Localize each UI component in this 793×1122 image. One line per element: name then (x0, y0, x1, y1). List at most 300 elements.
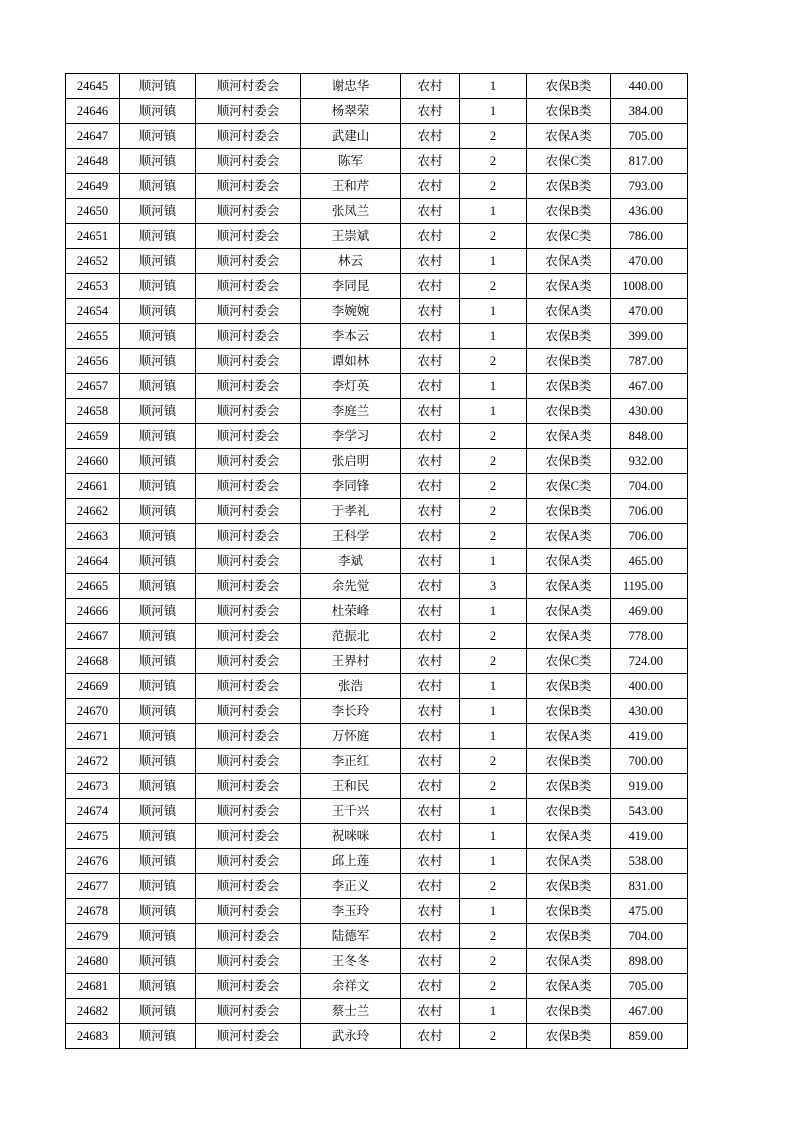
table-cell: 2 (460, 449, 527, 474)
table-cell: 顺河村委会 (196, 499, 301, 524)
table-row (66, 974, 688, 999)
table-cell: 顺河村委会 (196, 274, 301, 299)
table-cell: 919.00 (611, 774, 688, 799)
table-cell: 顺河村委会 (196, 574, 301, 599)
table-cell: 武永玲 (301, 1024, 401, 1049)
table-cell: 24674 (66, 799, 120, 824)
table-cell: 2 (460, 124, 527, 149)
table-row (66, 824, 688, 849)
table-row (66, 749, 688, 774)
table-cell: 1 (460, 799, 527, 824)
table-cell: 李长玲 (301, 699, 401, 724)
table-cell: 顺河村委会 (196, 474, 301, 499)
table-cell: 24667 (66, 624, 120, 649)
table-cell: 顺河镇 (120, 549, 196, 574)
table-cell: 470.00 (611, 299, 688, 324)
table-cell: 顺河镇 (120, 574, 196, 599)
table-cell: 农村 (401, 349, 460, 374)
table-cell: 顺河村委会 (196, 624, 301, 649)
table-cell: 顺河镇 (120, 674, 196, 699)
table-cell: 24658 (66, 399, 120, 424)
table-cell: 24647 (66, 124, 120, 149)
table-cell: 24682 (66, 999, 120, 1024)
table-cell: 2 (460, 149, 527, 174)
table-cell: 农保A类 (527, 274, 611, 299)
table-cell: 419.00 (611, 824, 688, 849)
table-cell: 农保C类 (527, 149, 611, 174)
table-cell: 农村 (401, 424, 460, 449)
table-cell: 顺河镇 (120, 899, 196, 924)
table-cell: 24662 (66, 499, 120, 524)
table-cell: 顺河村委会 (196, 649, 301, 674)
table-cell: 顺河镇 (120, 349, 196, 374)
table-cell: 张凤兰 (301, 199, 401, 224)
table-cell: 顺河村委会 (196, 724, 301, 749)
table-cell: 顺河镇 (120, 449, 196, 474)
table-cell: 顺河村委会 (196, 374, 301, 399)
table-cell: 李玉玲 (301, 899, 401, 924)
table-cell: 李本云 (301, 324, 401, 349)
table-row (66, 349, 688, 374)
table-cell: 农村 (401, 949, 460, 974)
table-cell: 2 (460, 424, 527, 449)
table-row (66, 524, 688, 549)
table-cell: 顺河镇 (120, 274, 196, 299)
table-cell: 848.00 (611, 424, 688, 449)
table-cell: 419.00 (611, 724, 688, 749)
table-cell: 农保B类 (527, 449, 611, 474)
table-cell: 王千兴 (301, 799, 401, 824)
table-cell: 农村 (401, 399, 460, 424)
table-cell: 顺河镇 (120, 599, 196, 624)
table-cell: 农保C类 (527, 649, 611, 674)
table-cell: 农村 (401, 324, 460, 349)
table-cell: 1 (460, 549, 527, 574)
table-cell: 农保A类 (527, 424, 611, 449)
table-cell: 顺河村委会 (196, 999, 301, 1024)
table-cell: 于孝礼 (301, 499, 401, 524)
table-cell: 24661 (66, 474, 120, 499)
table-row (66, 1024, 688, 1049)
table-cell: 2 (460, 524, 527, 549)
table-cell: 顺河镇 (120, 199, 196, 224)
table-cell: 1 (460, 249, 527, 274)
table-cell: 顺河村委会 (196, 824, 301, 849)
table-cell: 顺河村委会 (196, 699, 301, 724)
table-cell: 祝咪咪 (301, 824, 401, 849)
table-row (66, 874, 688, 899)
table-cell: 顺河镇 (120, 399, 196, 424)
table-cell: 700.00 (611, 749, 688, 774)
table-cell: 王和芹 (301, 174, 401, 199)
table-cell: 农村 (401, 924, 460, 949)
table-row (66, 324, 688, 349)
table-cell: 465.00 (611, 549, 688, 574)
table-cell: 1 (460, 599, 527, 624)
table-cell: 顺河镇 (120, 724, 196, 749)
table-cell: 农保A类 (527, 549, 611, 574)
table-row (66, 449, 688, 474)
table-cell: 24676 (66, 849, 120, 874)
table-cell: 384.00 (611, 99, 688, 124)
table-cell: 24683 (66, 1024, 120, 1049)
table-cell: 3 (460, 574, 527, 599)
table-cell: 农保B类 (527, 874, 611, 899)
table-cell: 农村 (401, 674, 460, 699)
table-cell: 农村 (401, 474, 460, 499)
table-cell: 余先觉 (301, 574, 401, 599)
table-cell: 农保B类 (527, 699, 611, 724)
table-cell: 932.00 (611, 449, 688, 474)
table-cell: 农保B类 (527, 499, 611, 524)
table-cell: 农保A类 (527, 574, 611, 599)
table-cell: 顺河镇 (120, 699, 196, 724)
table-row (66, 374, 688, 399)
table-cell: 24677 (66, 874, 120, 899)
table-row (66, 99, 688, 124)
table-cell: 顺河镇 (120, 624, 196, 649)
table-cell: 817.00 (611, 149, 688, 174)
table-cell: 24668 (66, 649, 120, 674)
table-cell: 顺河村委会 (196, 974, 301, 999)
table-cell: 李灯英 (301, 374, 401, 399)
table-cell: 农村 (401, 999, 460, 1024)
table-cell: 1 (460, 99, 527, 124)
table-cell: 24671 (66, 724, 120, 749)
table-cell: 24679 (66, 924, 120, 949)
table-cell: 农村 (401, 199, 460, 224)
table-cell: 顺河村委会 (196, 874, 301, 899)
table-cell: 顺河镇 (120, 524, 196, 549)
table-cell: 农村 (401, 724, 460, 749)
table-cell: 2 (460, 174, 527, 199)
table-cell: 农保A类 (527, 624, 611, 649)
table-cell: 农村 (401, 549, 460, 574)
table-row (66, 74, 688, 99)
table-cell: 475.00 (611, 899, 688, 924)
table-row (66, 674, 688, 699)
table-cell: 1195.00 (611, 574, 688, 599)
table-cell: 467.00 (611, 374, 688, 399)
table-cell: 793.00 (611, 174, 688, 199)
table-cell: 蔡士兰 (301, 999, 401, 1024)
table-cell: 24669 (66, 674, 120, 699)
table-cell: 农保B类 (527, 399, 611, 424)
table-cell: 2 (460, 949, 527, 974)
table-cell: 农村 (401, 1024, 460, 1049)
table-cell: 顺河村委会 (196, 524, 301, 549)
table-row (66, 924, 688, 949)
table-row (66, 574, 688, 599)
table-cell: 顺河村委会 (196, 324, 301, 349)
table-cell: 顺河村委会 (196, 399, 301, 424)
table-cell: 1 (460, 399, 527, 424)
table-cell: 顺河镇 (120, 999, 196, 1024)
table-cell: 农村 (401, 224, 460, 249)
table-cell: 1 (460, 899, 527, 924)
table-cell: 农保B类 (527, 674, 611, 699)
table-cell: 谢忠华 (301, 74, 401, 99)
table-cell: 王界村 (301, 649, 401, 674)
table-cell: 顺河村委会 (196, 299, 301, 324)
table-cell: 顺河村委会 (196, 674, 301, 699)
table-cell: 2 (460, 924, 527, 949)
table-cell: 1 (460, 824, 527, 849)
table-cell: 农村 (401, 624, 460, 649)
table-cell: 顺河镇 (120, 224, 196, 249)
table-cell: 1 (460, 299, 527, 324)
table-cell: 2 (460, 274, 527, 299)
table-cell: 706.00 (611, 524, 688, 549)
table-cell: 1 (460, 324, 527, 349)
table-row (66, 274, 688, 299)
table-cell: 农保A类 (527, 299, 611, 324)
table-cell: 787.00 (611, 349, 688, 374)
table-cell: 859.00 (611, 1024, 688, 1049)
table-cell: 农保B类 (527, 924, 611, 949)
table-cell: 农保A类 (527, 949, 611, 974)
table-cell: 陆德军 (301, 924, 401, 949)
table-cell: 农村 (401, 274, 460, 299)
table-cell: 顺河村委会 (196, 599, 301, 624)
table-cell: 顺河镇 (120, 149, 196, 174)
table-cell: 农村 (401, 874, 460, 899)
table-cell: 农保B类 (527, 1024, 611, 1049)
table-cell: 顺河镇 (120, 424, 196, 449)
table-cell: 2 (460, 224, 527, 249)
table-cell: 24645 (66, 74, 120, 99)
document-page (65, 73, 688, 1049)
table-cell: 2 (460, 349, 527, 374)
table-cell: 顺河村委会 (196, 749, 301, 774)
table-row (66, 199, 688, 224)
table-cell: 顺河村委会 (196, 424, 301, 449)
table-cell: 24651 (66, 224, 120, 249)
table-cell: 538.00 (611, 849, 688, 874)
table-cell: 万怀庭 (301, 724, 401, 749)
table-cell: 顺河镇 (120, 249, 196, 274)
table-cell: 顺河村委会 (196, 1024, 301, 1049)
table-cell: 顺河镇 (120, 799, 196, 824)
table-cell: 24660 (66, 449, 120, 474)
table-cell: 陈军 (301, 149, 401, 174)
table-cell: 831.00 (611, 874, 688, 899)
table-cell: 顺河村委会 (196, 849, 301, 874)
table-row (66, 474, 688, 499)
table-cell: 1 (460, 374, 527, 399)
table-cell: 李斌 (301, 549, 401, 574)
table-cell: 农保B类 (527, 324, 611, 349)
table-cell: 1 (460, 674, 527, 699)
table-cell: 农保A类 (527, 599, 611, 624)
table-cell: 顺河镇 (120, 774, 196, 799)
table-cell: 农保A类 (527, 824, 611, 849)
table-row (66, 249, 688, 274)
table-row (66, 124, 688, 149)
table-cell: 顺河村委会 (196, 449, 301, 474)
table-cell: 24653 (66, 274, 120, 299)
table-cell: 2 (460, 874, 527, 899)
table-cell: 农保B类 (527, 999, 611, 1024)
table-cell: 顺河村委会 (196, 349, 301, 374)
table-row (66, 599, 688, 624)
table-cell: 1 (460, 74, 527, 99)
table-cell: 农村 (401, 249, 460, 274)
table-cell: 顺河村委会 (196, 949, 301, 974)
table-row (66, 149, 688, 174)
table-cell: 24666 (66, 599, 120, 624)
table-cell: 24675 (66, 824, 120, 849)
table-cell: 农村 (401, 574, 460, 599)
table-row (66, 849, 688, 874)
table-cell: 顺河村委会 (196, 174, 301, 199)
table-cell: 李同昆 (301, 274, 401, 299)
table-cell: 农保A类 (527, 249, 611, 274)
table-cell: 顺河镇 (120, 924, 196, 949)
table-body (66, 74, 688, 1049)
table-cell: 邱上莲 (301, 849, 401, 874)
table-cell: 农村 (401, 699, 460, 724)
table-cell: 24650 (66, 199, 120, 224)
table-row (66, 949, 688, 974)
table-cell: 24656 (66, 349, 120, 374)
table-cell: 2 (460, 774, 527, 799)
table-cell: 顺河镇 (120, 849, 196, 874)
table-cell: 2 (460, 749, 527, 774)
table-cell: 农保B类 (527, 749, 611, 774)
table-cell: 440.00 (611, 74, 688, 99)
table-cell: 农保B类 (527, 899, 611, 924)
table-cell: 1 (460, 699, 527, 724)
table-cell: 顺河镇 (120, 124, 196, 149)
table-cell: 顺河村委会 (196, 199, 301, 224)
table-cell: 顺河村委会 (196, 224, 301, 249)
table-cell: 顺河村委会 (196, 799, 301, 824)
table-cell: 李庭兰 (301, 399, 401, 424)
table-cell: 农村 (401, 499, 460, 524)
table-cell: 农村 (401, 774, 460, 799)
table-cell: 705.00 (611, 974, 688, 999)
table-cell: 农村 (401, 849, 460, 874)
table-cell: 农保A类 (527, 849, 611, 874)
table-cell: 430.00 (611, 699, 688, 724)
table-cell: 农村 (401, 374, 460, 399)
table-cell: 24672 (66, 749, 120, 774)
table-cell: 张浩 (301, 674, 401, 699)
table-cell: 顺河镇 (120, 949, 196, 974)
table-cell: 1008.00 (611, 274, 688, 299)
table-cell: 24664 (66, 549, 120, 574)
table-cell: 农村 (401, 524, 460, 549)
table-cell: 704.00 (611, 924, 688, 949)
data-table (65, 73, 688, 1049)
table-cell: 469.00 (611, 599, 688, 624)
table-row (66, 224, 688, 249)
table-cell: 24649 (66, 174, 120, 199)
table-cell: 2 (460, 499, 527, 524)
table-cell: 24654 (66, 299, 120, 324)
table-cell: 2 (460, 649, 527, 674)
table-row (66, 699, 688, 724)
table-row (66, 799, 688, 824)
table-cell: 顺河村委会 (196, 549, 301, 574)
table-cell: 农村 (401, 974, 460, 999)
table-cell: 王科学 (301, 524, 401, 549)
table-cell: 农保B类 (527, 174, 611, 199)
table-cell: 1 (460, 199, 527, 224)
table-cell: 24663 (66, 524, 120, 549)
table-cell: 农保B类 (527, 799, 611, 824)
table-cell: 李正红 (301, 749, 401, 774)
table-row (66, 649, 688, 674)
table-cell: 农保B类 (527, 774, 611, 799)
table-cell: 李同锋 (301, 474, 401, 499)
table-cell: 顺河镇 (120, 749, 196, 774)
table-cell: 农保A类 (527, 974, 611, 999)
table-cell: 农保B类 (527, 99, 611, 124)
table-cell: 436.00 (611, 199, 688, 224)
table-cell: 农保A类 (527, 724, 611, 749)
table-cell: 农保A类 (527, 524, 611, 549)
table-row (66, 999, 688, 1024)
table-cell: 24681 (66, 974, 120, 999)
table-cell: 林云 (301, 249, 401, 274)
table-cell: 2 (460, 624, 527, 649)
table-cell: 王冬冬 (301, 949, 401, 974)
table-cell: 24678 (66, 899, 120, 924)
table-cell: 李婉婉 (301, 299, 401, 324)
table-cell: 430.00 (611, 399, 688, 424)
table-cell: 顺河村委会 (196, 99, 301, 124)
table-cell: 顺河村委会 (196, 124, 301, 149)
table-cell: 范振北 (301, 624, 401, 649)
table-cell: 724.00 (611, 649, 688, 674)
table-cell: 786.00 (611, 224, 688, 249)
table-cell: 杜荣峰 (301, 599, 401, 624)
table-cell: 顺河镇 (120, 74, 196, 99)
table-row (66, 499, 688, 524)
table-cell: 顺河镇 (120, 874, 196, 899)
table-row (66, 299, 688, 324)
table-cell: 顺河镇 (120, 299, 196, 324)
table-cell: 农村 (401, 149, 460, 174)
table-row (66, 399, 688, 424)
table-cell: 农村 (401, 174, 460, 199)
table-cell: 顺河镇 (120, 174, 196, 199)
table-cell: 24673 (66, 774, 120, 799)
table-cell: 24652 (66, 249, 120, 274)
table-cell: 顺河镇 (120, 1024, 196, 1049)
table-cell: 顺河村委会 (196, 149, 301, 174)
table-cell: 24655 (66, 324, 120, 349)
table-cell: 农村 (401, 299, 460, 324)
table-cell: 24648 (66, 149, 120, 174)
table-cell: 余祥文 (301, 974, 401, 999)
table-cell: 24670 (66, 699, 120, 724)
table-cell: 农保B类 (527, 374, 611, 399)
table-cell: 24657 (66, 374, 120, 399)
table-cell: 顺河村委会 (196, 924, 301, 949)
table-cell: 顺河镇 (120, 324, 196, 349)
table-cell: 农村 (401, 799, 460, 824)
table-cell: 武建山 (301, 124, 401, 149)
table-cell: 农村 (401, 99, 460, 124)
table-cell: 24646 (66, 99, 120, 124)
table-cell: 顺河镇 (120, 649, 196, 674)
table-row (66, 724, 688, 749)
table-cell: 农保C类 (527, 224, 611, 249)
table-cell: 农保A类 (527, 124, 611, 149)
